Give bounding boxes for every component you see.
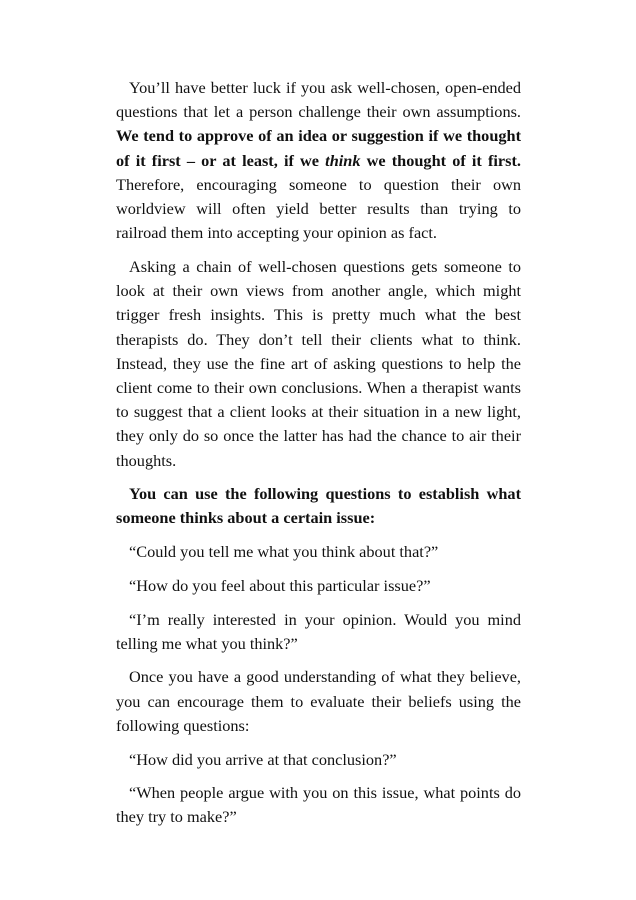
question-quote-5: “When people argue with you on this issue, what points do they try to make?” — [116, 783, 521, 827]
bold-statement-start: We tend to approve of an idea or suggestion if we thought of it first – or at least, if we — [116, 126, 521, 170]
paragraph-assumptions — [116, 76, 521, 245]
question-quote-4: “How did you arrive at that conclusion?” — [129, 749, 397, 769]
bold-statement-end: we thought of it first. — [360, 150, 521, 170]
paragraph-therapists: Asking a chain of well-chosen questions gets someone to look at their own views from another angle, which might trigger fresh insights. This is pretty much what the best therapists do. They don’t tell their clients what to think. Instead, they use the fine art of asking questions to help the client come to their own conclusions. When a therapist wants to suggest that a client looks at their situation in a new light, they only do so once the latter has had the chance to air their thoughts. — [116, 256, 521, 470]
paragraph-establish-questions-heading: You can use the following questions to establish what someone thinks about a certain issue: — [116, 484, 521, 528]
paragraph-evaluate-beliefs: Once you have a good understanding of what they believe, you can encourage them to evaluate their beliefs using the following questions: — [116, 667, 521, 735]
paragraph-assumptions-rest: Therefore, encouraging someone to question their own worldview will often yield better results than trying to railroad them into accepting your opinion as fact. — [116, 174, 521, 243]
question-quote-3: “I’m really interested in your opinion. Would you mind telling me what you think?” — [116, 609, 521, 653]
paragraph-assumptions-intro: You’ll have better luck if you ask well-chosen, open-ended questions that let a person challenge their own assumptions. — [116, 78, 521, 122]
bold-italic-word-think: think — [325, 150, 361, 170]
document-page — [116, 76, 521, 839]
question-quote-2: “How do you feel about this particular issue?” — [129, 575, 431, 595]
question-quote-1: “Could you tell me what you think about that?” — [129, 542, 439, 562]
